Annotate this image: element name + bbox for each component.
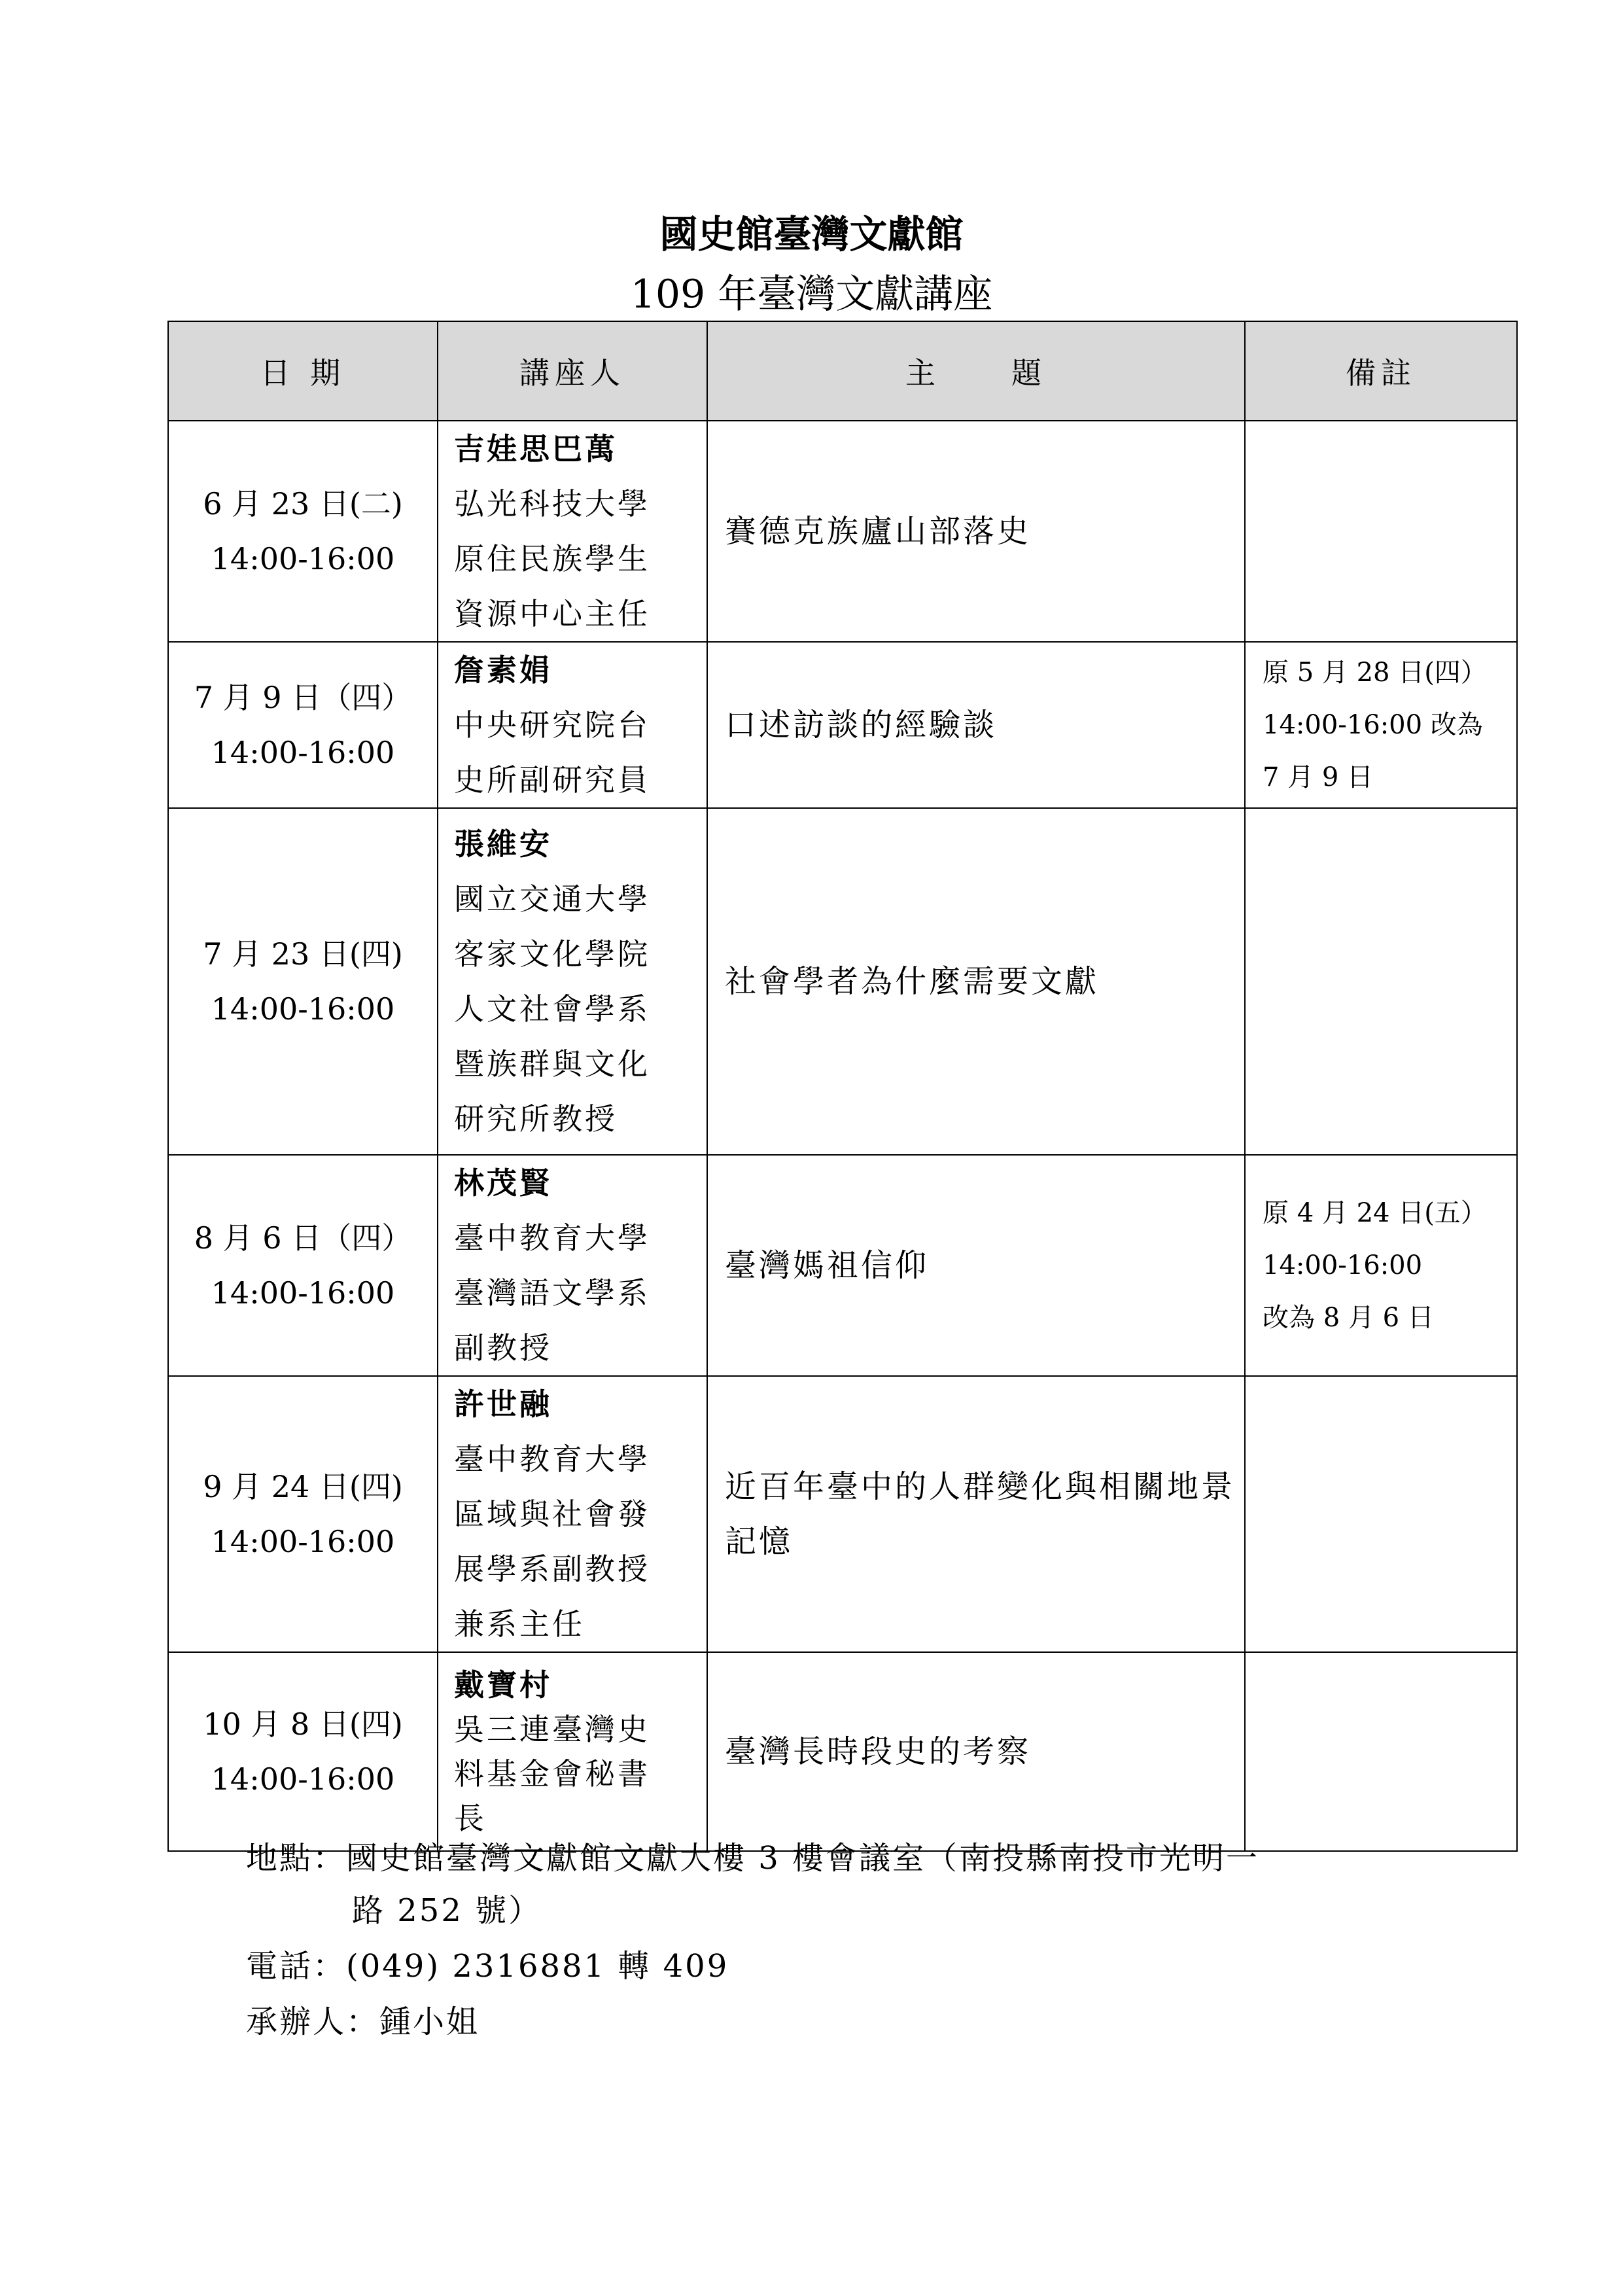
speaker-cell bbox=[438, 1376, 707, 1652]
note-line: 原 4 月 24 日(五） bbox=[1263, 1198, 1487, 1228]
speaker-title-line: 原住民族學生 bbox=[454, 541, 650, 576]
speaker-title-line: 史所副研究員 bbox=[454, 762, 650, 798]
lecture-time: 14:00-16:00 bbox=[211, 735, 395, 770]
speaker-title-line: 客家文化學院 bbox=[454, 936, 650, 972]
speaker-title-line: 臺中教育大學 bbox=[454, 1220, 650, 1256]
speaker-title-line: 長 bbox=[454, 1801, 487, 1836]
lecture-schedule-table bbox=[167, 321, 1518, 1852]
table-row bbox=[168, 642, 1517, 808]
header-topic: 主 題 bbox=[707, 321, 1245, 421]
speaker-title-line: 區域與社會發 bbox=[454, 1496, 650, 1532]
speaker-cell bbox=[438, 642, 707, 808]
note-cell bbox=[1245, 1652, 1517, 1851]
speaker-cell bbox=[438, 421, 707, 642]
table-row bbox=[168, 421, 1517, 642]
date-cell bbox=[168, 1652, 438, 1851]
document-subtitle: 109 年臺灣文獻講座 bbox=[630, 272, 993, 317]
lecture-date: 10 月 8 日(四) bbox=[203, 1706, 403, 1742]
note-line: 7 月 9 日 bbox=[1263, 762, 1374, 792]
header-speaker: 講座人 bbox=[438, 321, 707, 421]
phone-line: 電話：(049) 2316881 轉 409 bbox=[246, 1948, 729, 1985]
table-row bbox=[168, 1652, 1517, 1851]
speaker-cell bbox=[438, 1652, 707, 1851]
date-cell bbox=[168, 421, 438, 642]
topic-cell: 近百年臺中的人群變化與相關地景記憶 bbox=[707, 1376, 1245, 1652]
lecture-date: 7 月 23 日(四) bbox=[203, 936, 403, 972]
topic-cell: 臺灣媽祖信仰 bbox=[707, 1155, 1245, 1376]
date-cell bbox=[168, 808, 438, 1155]
speaker-title-line: 資源中心主任 bbox=[454, 596, 650, 631]
lecture-time: 14:00-16:00 bbox=[211, 541, 395, 576]
lecture-date: 6 月 23 日(二) bbox=[203, 486, 403, 521]
speaker-name: 林茂賢 bbox=[454, 1165, 552, 1201]
lecture-time: 14:00-16:00 bbox=[211, 1761, 395, 1797]
note-line: 原 5 月 28 日(四） bbox=[1263, 658, 1487, 688]
speaker-title-line: 中央研究院台 bbox=[454, 707, 650, 743]
note-cell bbox=[1245, 808, 1517, 1155]
table-header-row bbox=[168, 321, 1517, 421]
speaker-title-line: 研究所教授 bbox=[454, 1101, 618, 1137]
lecture-date: 9 月 24 日(四) bbox=[203, 1469, 403, 1504]
table-row bbox=[168, 808, 1517, 1155]
header-date: 日 期 bbox=[168, 321, 438, 421]
speaker-title-line: 臺中教育大學 bbox=[454, 1441, 650, 1477]
header-note: 備註 bbox=[1245, 321, 1517, 421]
note-cell bbox=[1245, 642, 1517, 808]
document-title: 國史館臺灣文獻館 bbox=[659, 212, 964, 256]
speaker-title-line: 展學系副教授 bbox=[454, 1551, 650, 1587]
note-cell bbox=[1245, 1155, 1517, 1376]
lecture-date: 7 月 9 日（四） bbox=[194, 680, 412, 715]
location-line: 地點：國史館臺灣文獻館文獻大樓 3 樓會議室（南投縣南投市光明一 bbox=[246, 1840, 1260, 1877]
speaker-name: 戴寶村 bbox=[454, 1667, 552, 1703]
speaker-title-line: 弘光科技大學 bbox=[454, 486, 650, 521]
topic-cell: 賽德克族廬山部落史 bbox=[707, 421, 1245, 642]
lecture-time: 14:00-16:00 bbox=[211, 1275, 395, 1311]
speaker-name: 吉娃思巴萬 bbox=[454, 431, 618, 467]
date-cell bbox=[168, 642, 438, 808]
speaker-cell bbox=[438, 808, 707, 1155]
lecture-time: 14:00-16:00 bbox=[211, 991, 395, 1027]
speaker-title-line: 吳三連臺灣史 bbox=[454, 1712, 650, 1747]
topic-cell: 臺灣長時段史的考察 bbox=[707, 1652, 1245, 1851]
lecture-date: 8 月 6 日（四） bbox=[194, 1220, 412, 1256]
speaker-title-line: 暨族群與文化 bbox=[454, 1046, 650, 1082]
speaker-title-line: 副教授 bbox=[454, 1330, 552, 1366]
date-cell bbox=[168, 1155, 438, 1376]
speaker-name: 許世融 bbox=[454, 1386, 552, 1422]
speaker-title-line: 料基金會秘書 bbox=[454, 1756, 650, 1792]
speaker-title-line: 國立交通大學 bbox=[454, 881, 650, 917]
topic-cell: 社會學者為什麼需要文獻 bbox=[707, 808, 1245, 1155]
table-row bbox=[168, 1376, 1517, 1652]
note-cell bbox=[1245, 1376, 1517, 1652]
note-line: 改為 8 月 6 日 bbox=[1263, 1303, 1434, 1333]
lecture-time: 14:00-16:00 bbox=[211, 1524, 395, 1559]
speaker-title-line: 人文社會學系 bbox=[454, 991, 650, 1027]
table-row bbox=[168, 1155, 1517, 1376]
topic-cell: 口述訪談的經驗談 bbox=[707, 642, 1245, 808]
note-line: 14:00-16:00 改為 bbox=[1263, 710, 1483, 740]
contact-line: 承辦人：鍾小姐 bbox=[246, 2004, 480, 2040]
speaker-title-line: 兼系主任 bbox=[454, 1606, 585, 1642]
speaker-cell bbox=[438, 1155, 707, 1376]
note-cell bbox=[1245, 421, 1517, 642]
speaker-title-line: 臺灣語文學系 bbox=[454, 1275, 650, 1311]
speaker-name: 張維安 bbox=[454, 826, 552, 862]
location-line-continued: 路 252 號） bbox=[352, 1892, 542, 1929]
speaker-name: 詹素娟 bbox=[454, 652, 552, 688]
date-cell bbox=[168, 1376, 438, 1652]
note-line: 14:00-16:00 bbox=[1263, 1250, 1423, 1280]
